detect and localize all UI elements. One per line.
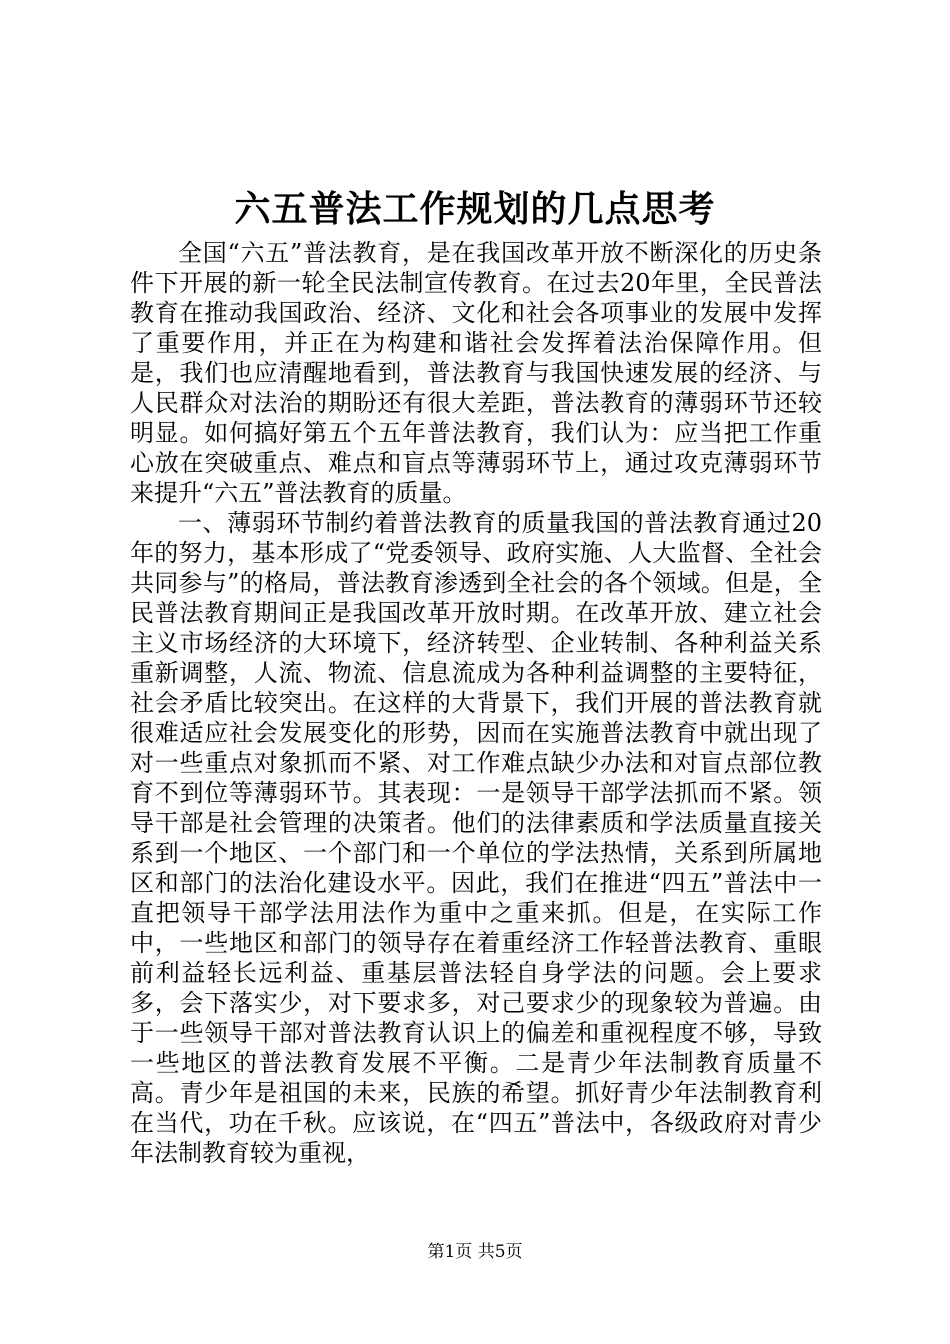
document-title: 六五普法工作规划的几点思考	[234, 188, 716, 230]
paragraph-section-one: 一、薄弱环节制约着普法教育的质量我国的普法教育通过20年的努力，基本形成了“党委领导、政府实施、人大监督、全社会共同参与”的格局，普法教育渗透到全社会的各个领域。但是，全民普法教育期间正是我国改革开放时期。在改革开放、建立社会主义市场经济的大环境下，经济转型、企业转制、各种利益关系重新调整，人流、物流、信息流成为各种利益调整的主要特征，社会矛盾比较突出。在这样的大背景下，我们开展的普法教育就很难适应社会发展变化的形势，因而在实施普法教育中就出现了对一些重点对象抓而不紧、对工作难点缺少办法和对盲点部位教育不到位等薄弱环节。其表现：一是领导干部学法抓而不紧。领导干部是社会管理的决策者。他们的法律素质和学法质量直接关系到一个地区、一个部门和一个单位的学法热情，关系到所属地区和部门的法治化建设水平。因此，我们在推进“四五”普法中一直把领导干部学法用法作为重中之重来抓。但是，在实际工作中，一些地区和部门的领导存在着重经济工作轻普法教育、重眼前利益轻长远利益、重基层普法轻自身学法的问题。会上要求多，会下落实少，对下要求多，对己要求少的现象较为普遍。由于一些领导干部对普法教育认识上的偏差和重视程度不够，导致一些地区的普法教育发展不平衡。二是青少年法制教育质量不高。青少年是祖国的未来，民族的希望。抓好青少年法制教育利在当代，功在千秋。应该说，在“四五”普法中，各级政府对青少年法制教育较为重视，	[130, 509, 822, 1167]
page-number-footer: 第1页 共5页	[427, 1242, 523, 1262]
document-body	[130, 238, 822, 1168]
paragraph-intro: 全国“六五”普法教育，是在我国改革开放不断深化的历史条件下开展的新一轮全民法制宣传教育。在过去20年里，全民普法教育在推动我国政治、经济、文化和社会各项事业的发展中发挥了重要作用，并正在为构建和谐社会发挥着法治保障作用。但是，我们也应清醒地看到，普法教育与我国快速发展的经济、与人民群众对法治的期盼还有很大差距，普法教育的薄弱环节还较明显。如何搞好第五个五年普法教育，我们认为：应当把工作重心放在突破重点、难点和盲点等薄弱环节上，通过攻克薄弱环节来提升“六五”普法教育的质量。	[130, 239, 822, 507]
